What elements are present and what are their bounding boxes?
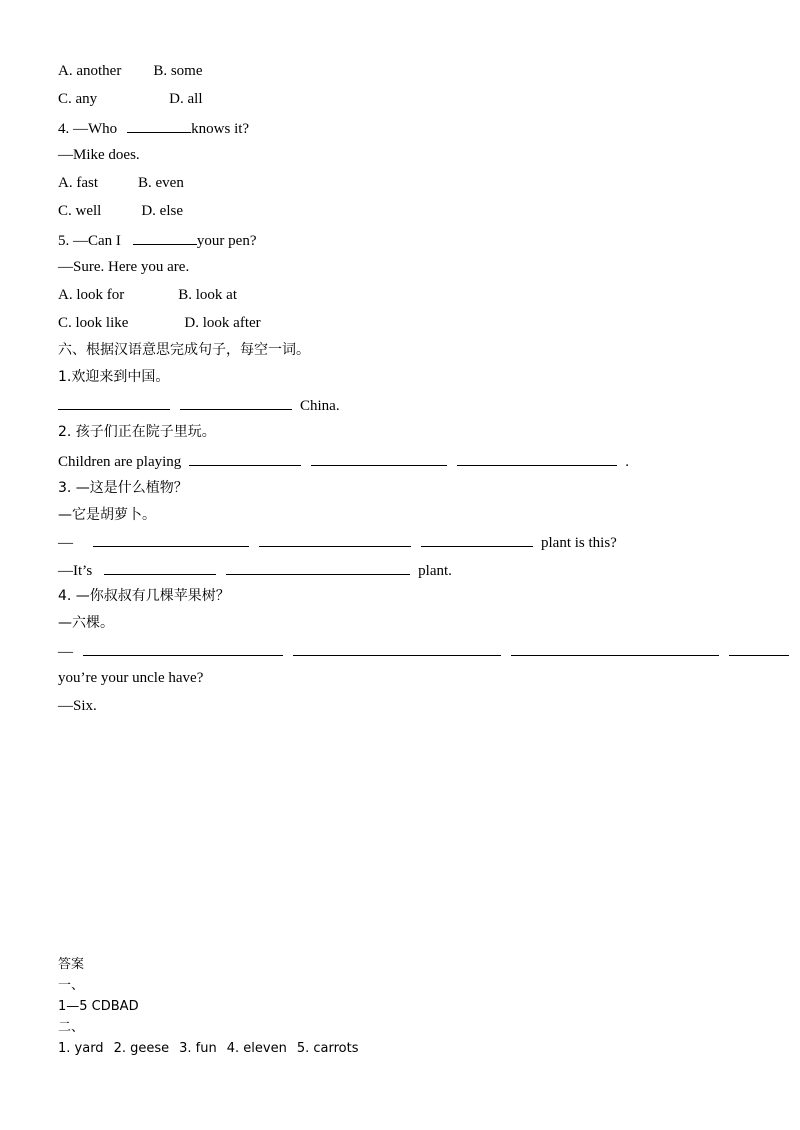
- answers-section1-label: 一、: [58, 978, 85, 993]
- s3-blank-1[interactable]: [93, 532, 249, 547]
- s3-chinese: 3. —这是什么植物？: [58, 480, 188, 496]
- s3-english: — plant is this?: [58, 532, 617, 552]
- section6-heading: 六、根据汉语意思完成句子，每空一词。: [58, 342, 310, 358]
- s2-chinese: 2. 孩子们正在院子里玩。: [58, 424, 216, 440]
- s4-chinese: 4. —你叔叔有几棵苹果树？: [58, 588, 230, 604]
- s4-chinese-reply: —六棵。: [58, 615, 114, 631]
- s2-blank-2[interactable]: [311, 451, 447, 466]
- q4-option-b: B. even: [138, 175, 184, 191]
- q5-option-a: A. look for: [58, 287, 125, 303]
- q4-blank[interactable]: [127, 118, 191, 133]
- q5-option-c: C. look like: [58, 315, 129, 331]
- q3-options-row-2: [58, 90, 203, 108]
- s4-blank-2[interactable]: [293, 641, 501, 656]
- q5-blank[interactable]: [133, 230, 197, 245]
- s3-blank-3[interactable]: [421, 532, 533, 547]
- s1-chinese: 1.欢迎来到中国。: [58, 369, 170, 385]
- s1-english: China.: [58, 395, 340, 415]
- q5-reply: —Sure. Here you are.: [58, 259, 190, 275]
- s2-blank-3[interactable]: [457, 451, 617, 466]
- answer-item: 5. carrots: [296, 1041, 359, 1056]
- s3-reply: —It’s plant.: [58, 560, 452, 580]
- s1-blank-1[interactable]: [58, 395, 170, 410]
- answer-item: 2. geese: [113, 1041, 170, 1056]
- answer-item: 3. fun: [179, 1041, 217, 1056]
- q3-options-row-1: [58, 62, 202, 80]
- q4-stem: 4. —Who knows it?: [58, 118, 249, 138]
- s1-blank-2[interactable]: [180, 395, 292, 410]
- answers-section1-text: 1—5 CDBAD: [58, 999, 139, 1014]
- answers-section2-label: 二、: [58, 1020, 85, 1035]
- q3-option-c: C. any: [58, 91, 98, 107]
- answer-item: 1. yard: [58, 1041, 104, 1056]
- s4-continuation: you’re your uncle have?: [58, 670, 204, 686]
- q5-option-d: D. look after: [184, 315, 261, 331]
- q3-option-a: A. another: [58, 63, 122, 79]
- s3-reply-blank-1[interactable]: [104, 560, 216, 575]
- s3-blank-2[interactable]: [259, 532, 411, 547]
- s4-blank-3[interactable]: [511, 641, 719, 656]
- q4-options-row-2: [58, 202, 183, 220]
- q5-stem: 5. —Can I your pen?: [58, 230, 256, 250]
- s4-english: —: [58, 641, 789, 661]
- q4-option-c: C. well: [58, 203, 102, 219]
- s2-blank-1[interactable]: [189, 451, 301, 466]
- q4-options-row-1: [58, 174, 184, 192]
- q4-reply: —Mike does.: [58, 147, 140, 163]
- q4-option-a: A. fast: [58, 175, 98, 191]
- q3-option-d: D. all: [169, 91, 203, 107]
- s4-reply: —Six.: [58, 698, 97, 714]
- q5-option-b: B. look at: [178, 287, 237, 303]
- answers-title: 答案: [58, 957, 85, 972]
- s3-reply-blank-2[interactable]: [226, 560, 410, 575]
- s3-chinese-reply: —它是胡萝卜。: [58, 507, 156, 523]
- answer-item: 4. eleven: [226, 1041, 287, 1056]
- q5-options-row-1: [58, 286, 237, 304]
- s4-blank-1[interactable]: [83, 641, 283, 656]
- q3-option-b: B. some: [153, 63, 203, 79]
- s4-blank-4[interactable]: [729, 641, 789, 656]
- answers-section2-list: [58, 1040, 358, 1058]
- s2-english: Children are playing .: [58, 451, 629, 471]
- q4-option-d: D. else: [141, 203, 183, 219]
- q5-options-row-2: [58, 314, 261, 332]
